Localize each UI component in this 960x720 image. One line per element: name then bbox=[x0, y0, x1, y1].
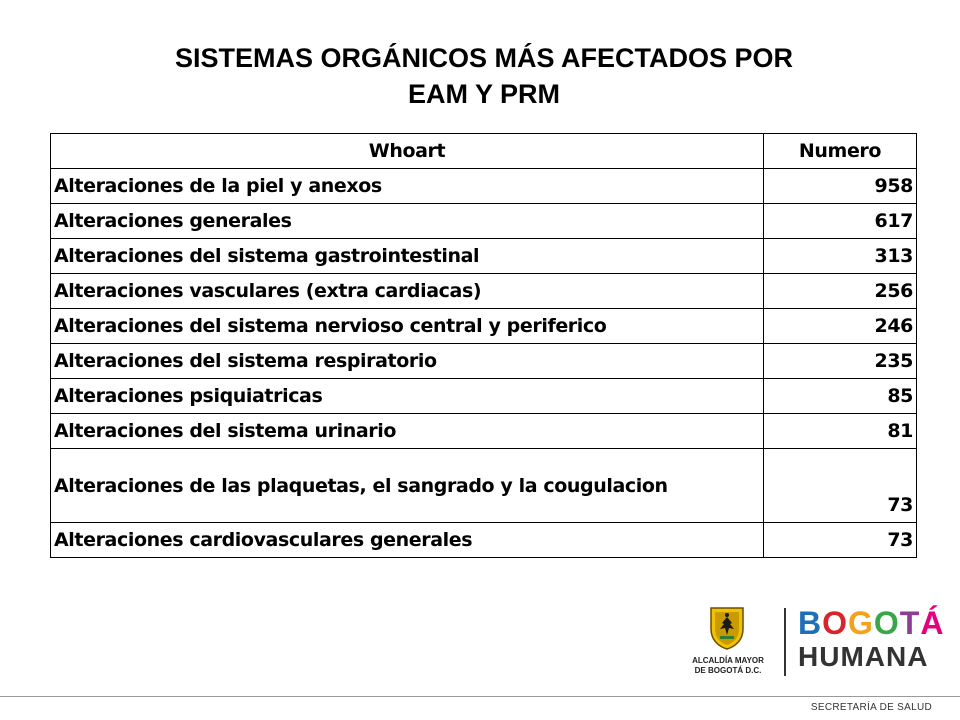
row-label: Alteraciones del sistema urinario bbox=[51, 414, 764, 449]
table-header-row bbox=[51, 134, 917, 169]
row-value: 246 bbox=[764, 309, 917, 344]
row-label: Alteraciones vasculares (extra cardiacas) bbox=[51, 274, 764, 309]
row-label: Alteraciones cardiovasculares generales bbox=[51, 523, 764, 558]
table-row bbox=[51, 274, 917, 309]
bogota-coat-of-arms-icon bbox=[708, 605, 746, 651]
bogota-letter: O bbox=[873, 605, 900, 641]
row-label: Alteraciones de las plaquetas, el sangrado y la cougulacion bbox=[51, 449, 764, 523]
bogota-letter: T bbox=[899, 605, 921, 641]
row-value: 81 bbox=[764, 414, 917, 449]
row-label: Alteraciones del sistema gastrointestinal bbox=[51, 239, 764, 274]
adverse-events-table bbox=[50, 133, 917, 558]
row-value: 235 bbox=[764, 344, 917, 379]
humana-wordmark: HUMANA bbox=[798, 641, 929, 672]
alcaldia-mayor-label bbox=[680, 656, 776, 676]
table-row bbox=[51, 449, 917, 523]
table-row bbox=[51, 523, 917, 558]
bogota-letter: B bbox=[798, 605, 823, 641]
page-title bbox=[0, 40, 960, 112]
alcaldia-line-1: ALCALDÍA MAYOR bbox=[692, 656, 764, 665]
table-row bbox=[51, 169, 917, 204]
row-value: 73 bbox=[764, 523, 917, 558]
row-value: 958 bbox=[764, 169, 917, 204]
bogota-letter: Á bbox=[920, 605, 945, 641]
table-row bbox=[51, 379, 917, 414]
row-value: 256 bbox=[764, 274, 917, 309]
table-row bbox=[51, 344, 917, 379]
table-row bbox=[51, 414, 917, 449]
table-row bbox=[51, 309, 917, 344]
row-label: Alteraciones generales bbox=[51, 204, 764, 239]
bogota-letter: O bbox=[822, 605, 848, 641]
title-line-1: SISTEMAS ORGÁNICOS MÁS AFECTADOS POR bbox=[174, 43, 794, 73]
bogota-wordmark bbox=[798, 606, 944, 640]
logo-divider bbox=[784, 608, 786, 676]
table-row bbox=[51, 239, 917, 274]
column-header-whoart: Whoart bbox=[51, 134, 764, 169]
table-row bbox=[51, 204, 917, 239]
row-label: Alteraciones psiquiatricas bbox=[51, 379, 764, 414]
row-value: 73 bbox=[764, 449, 917, 523]
row-label: Alteraciones del sistema nervioso central y periferico bbox=[51, 309, 764, 344]
alcaldia-line-2: DE BOGOTÁ D.C. bbox=[694, 666, 762, 675]
column-header-numero: Numero bbox=[764, 134, 917, 169]
row-value: 617 bbox=[764, 204, 917, 239]
row-value: 85 bbox=[764, 379, 917, 414]
footer-divider bbox=[0, 696, 960, 697]
bogota-letter: G bbox=[848, 605, 874, 641]
secretaria-de-salud-label: SECRETARÍA DE SALUD bbox=[810, 702, 932, 713]
title-line-2: EAM Y PRM bbox=[407, 79, 561, 109]
row-label: Alteraciones del sistema respiratorio bbox=[51, 344, 764, 379]
row-label: Alteraciones de la piel y anexos bbox=[51, 169, 764, 204]
row-value: 313 bbox=[764, 239, 917, 274]
logos-block bbox=[680, 600, 945, 690]
